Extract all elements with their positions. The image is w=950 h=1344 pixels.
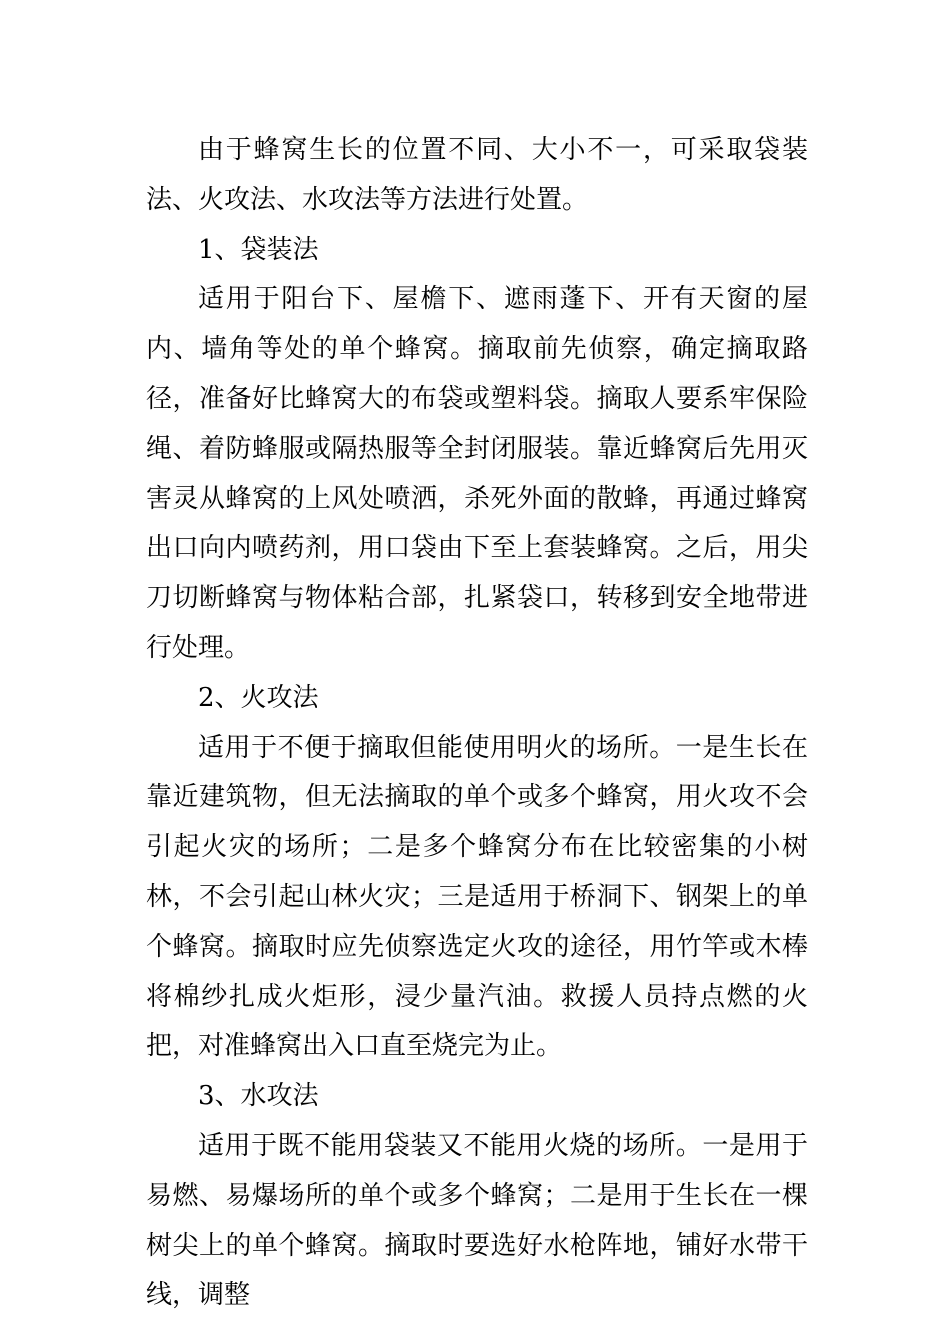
document-body — [146, 126, 808, 1321]
section-heading-water-method: 3、水攻法 — [198, 1081, 319, 1112]
intro-paragraph: 由于蜂窝生长的位置不同、大小不一，可采取袋装法、火攻法、水攻法等方法进行处置。 — [146, 135, 808, 215]
bag-method-paragraph: 适用于阳台下、屋檐下、遮雨蓬下、开有天窗的屋内、墙角等处的单个蜂窝。摘取前先侦察，确定摘取路径，准备好比蜂窝大的布袋或塑料袋。摘取人要系牢保险绳、着防蜂服或隔热服等全封闭服装。靠近蜂窝后先用灭害灵从蜂窝的上风处喷洒，杀死外面的散蜂，再通过蜂窝出口向内喷药剂，用口袋由下至上套装蜂窝。之后，用尖刀切断蜂窝与物体粘合部，扎紧袋口，转移到安全地带进行处理。 — [146, 284, 808, 663]
fire-method-paragraph: 适用于不便于摘取但能使用明火的场所。一是生长在靠近建筑物，但无法摘取的单个或多个蜂窝，用火攻不会引起火灾的场所；二是多个蜂窝分布在比较密集的小树林，不会引起山林火灾；三是适用于桥洞下、钢架上的单个蜂窝。摘取时应先侦察选定火攻的途径，用竹竿或木棒将棉纱扎成火炬形，浸少量汽油。救援人员持点燃的火把，对准蜂窝出入口直至烧完为止。 — [146, 732, 808, 1062]
water-method-paragraph: 适用于既不能用袋装又不能用火烧的场所。一是用于易燃、易爆场所的单个或多个蜂窝；二是用于生长在一棵树尖上的单个蜂窝。摘取时要选好水枪阵地，铺好水带干线，调整 — [146, 1130, 808, 1311]
section-heading-fire-method: 2、火攻法 — [198, 682, 319, 713]
section-heading-bag-method: 1、袋装法 — [198, 234, 319, 265]
